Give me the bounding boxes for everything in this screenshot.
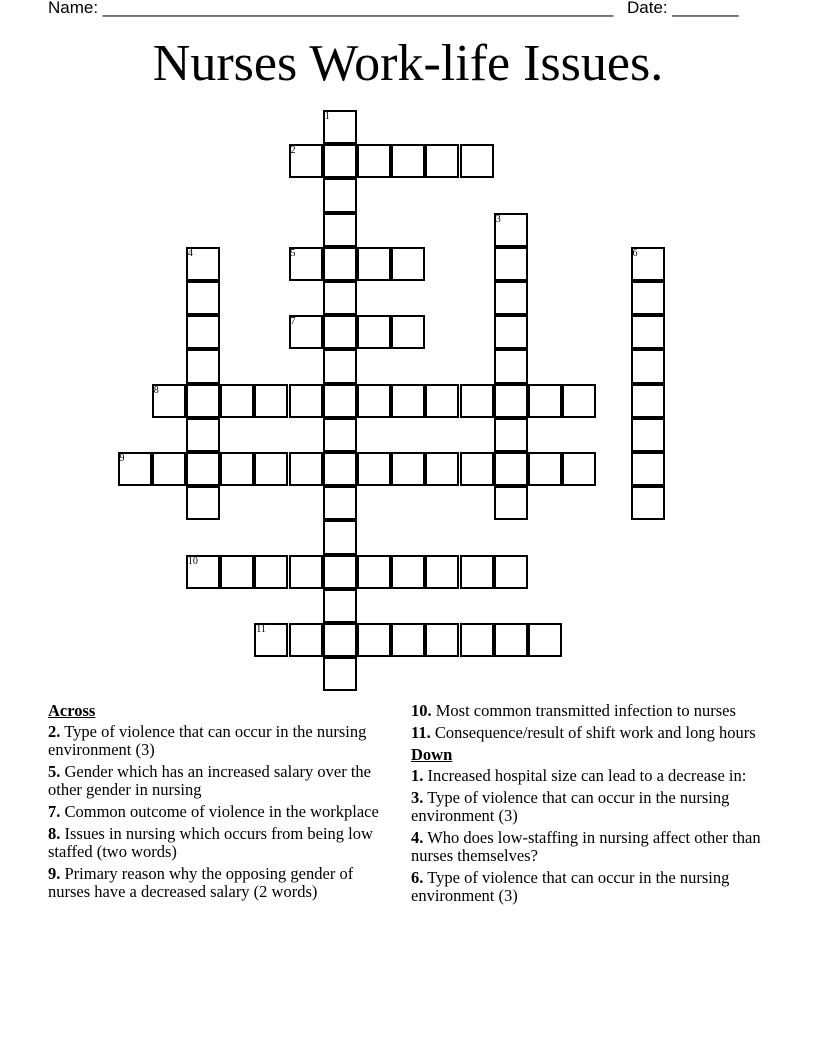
- grid-cell[interactable]: [494, 418, 528, 452]
- grid-cell[interactable]: [323, 623, 357, 657]
- down-heading: Down: [411, 745, 453, 764]
- clue-text: Increased hospital size can lead to a decrease in:: [427, 766, 747, 785]
- grid-cell[interactable]: [186, 281, 220, 315]
- clue-text: Gender which has an increased salary over the other gender in nursing: [48, 762, 371, 799]
- grid-cell[interactable]: [220, 452, 254, 486]
- clue-number-label: 10: [187, 555, 198, 567]
- clue-number: 1.: [411, 766, 424, 785]
- grid-cell[interactable]: [391, 623, 425, 657]
- grid-cell[interactable]: [323, 555, 357, 589]
- clue-number-label: 3: [495, 213, 501, 225]
- clue-number-label: 1: [324, 111, 330, 122]
- clue-text: Consequence/result of shift work and long hours: [434, 723, 756, 742]
- grid-cell[interactable]: [631, 452, 665, 486]
- clue-text: Primary reason why the opposing gender of nurses have a decreased salary (2 words): [48, 864, 354, 901]
- grid-cell[interactable]: [254, 384, 288, 418]
- grid-cell[interactable]: [357, 315, 391, 349]
- grid-cell[interactable]: [357, 384, 391, 418]
- grid-cell[interactable]: [357, 555, 391, 589]
- clue-text: Common outcome of violence in the workplace: [64, 802, 379, 821]
- grid-cell[interactable]: [460, 384, 494, 418]
- clue-across-5: [48, 763, 388, 799]
- clue-down-3: [411, 789, 771, 825]
- grid-cell[interactable]: [289, 452, 323, 486]
- clues-left-column: [48, 702, 388, 905]
- clue-text: Who does low-staffing in nursing affect other than nurses themselves?: [411, 828, 761, 865]
- grid-cell[interactable]: [323, 657, 357, 691]
- grid-cell[interactable]: [494, 315, 528, 349]
- clue-number-label: 6: [632, 247, 638, 259]
- grid-cell[interactable]: [460, 555, 494, 589]
- grid-cell[interactable]: [631, 349, 665, 383]
- grid-cell[interactable]: [323, 589, 357, 623]
- clue-number-label: 8: [153, 384, 159, 396]
- grid-cell[interactable]: [391, 247, 425, 281]
- grid-cell[interactable]: [323, 452, 357, 486]
- grid-cell[interactable]: [186, 486, 220, 520]
- grid-cell[interactable]: [631, 384, 665, 418]
- clue-across-2: [48, 723, 388, 759]
- clue-number-label: 2: [290, 145, 296, 157]
- clue-across-9: [48, 865, 388, 901]
- grid-cell[interactable]: [323, 178, 357, 212]
- grid-cell[interactable]: [323, 315, 357, 349]
- grid-cell[interactable]: [391, 144, 425, 178]
- clue-text: Issues in nursing which occurs from being low staffed (two words): [48, 824, 373, 861]
- grid-cell[interactable]: [631, 486, 665, 520]
- grid-cell[interactable]: [460, 452, 494, 486]
- grid-cell[interactable]: [528, 623, 562, 657]
- grid-cell[interactable]: [254, 555, 288, 589]
- clue-number: 6.: [411, 868, 424, 887]
- clue-text: Type of violence that can occur in the nursing environment (3): [48, 722, 367, 759]
- grid-cell[interactable]: [494, 349, 528, 383]
- grid-cell[interactable]: [186, 418, 220, 452]
- clue-number: 8.: [48, 824, 61, 843]
- grid-cell[interactable]: [631, 281, 665, 315]
- clue-down-4: [411, 829, 771, 865]
- grid-cell[interactable]: [323, 247, 357, 281]
- clue-across-11: [411, 724, 771, 742]
- grid-cell[interactable]: [425, 555, 459, 589]
- grid-cell[interactable]: [186, 349, 220, 383]
- grid-cell[interactable]: [425, 452, 459, 486]
- across-heading: Across: [48, 701, 96, 720]
- clue-across-8: [48, 825, 388, 861]
- grid-cell[interactable]: [323, 213, 357, 247]
- grid-cell[interactable]: [425, 623, 459, 657]
- grid-cell[interactable]: [186, 315, 220, 349]
- grid-cell[interactable]: [494, 281, 528, 315]
- clue-text: Type of violence that can occur in the nursing environment (3): [411, 868, 730, 905]
- grid-cell[interactable]: [220, 384, 254, 418]
- grid-cell[interactable]: [391, 315, 425, 349]
- clue-down-6: [411, 869, 771, 905]
- grid-cell[interactable]: [186, 384, 220, 418]
- grid-cell[interactable]: [152, 452, 186, 486]
- grid-cell[interactable]: [323, 418, 357, 452]
- grid-cell[interactable]: [631, 315, 665, 349]
- grid-cell[interactable]: [254, 452, 288, 486]
- grid-cell[interactable]: [323, 384, 357, 418]
- grid-cell[interactable]: [391, 384, 425, 418]
- date-line: Date: _______: [627, 0, 739, 17]
- clue-number: 11.: [411, 723, 431, 742]
- clue-number: 2.: [48, 722, 61, 741]
- clue-across-7: [48, 803, 388, 821]
- clue-number: 3.: [411, 788, 424, 807]
- clue-text: Type of violence that can occur in the nursing environment (3): [411, 788, 730, 825]
- grid-cell[interactable]: [323, 520, 357, 554]
- grid-cell[interactable]: [631, 418, 665, 452]
- clue-number-label: 5: [290, 247, 296, 259]
- clue-number-label: 4: [187, 247, 193, 259]
- grid-cell[interactable]: [220, 555, 254, 589]
- clue-number-label: 9: [119, 453, 125, 464]
- clue-number: 4.: [411, 828, 424, 847]
- clue-number: 9.: [48, 864, 61, 883]
- page-title: Nurses Work-life Issues.: [152, 35, 664, 92]
- grid-cell[interactable]: [289, 623, 323, 657]
- grid-cell[interactable]: [460, 144, 494, 178]
- grid-cell[interactable]: [357, 144, 391, 178]
- clue-number-label: 7: [290, 316, 296, 328]
- grid-cell[interactable]: [562, 452, 596, 486]
- grid-cell[interactable]: [425, 384, 459, 418]
- grid-cell[interactable]: [323, 486, 357, 520]
- grid-cell[interactable]: [391, 555, 425, 589]
- grid-cell[interactable]: [494, 555, 528, 589]
- clue-number: 5.: [48, 762, 61, 781]
- grid-cell[interactable]: [357, 247, 391, 281]
- grid-cell[interactable]: [494, 384, 528, 418]
- grid-cell[interactable]: [357, 623, 391, 657]
- grid-cell[interactable]: [289, 555, 323, 589]
- grid-cell[interactable]: [494, 452, 528, 486]
- clue-number-label: 11: [256, 624, 266, 635]
- grid-cell[interactable]: [425, 144, 459, 178]
- name-line: Name: ______________________________________________________: [48, 0, 614, 17]
- grid-cell[interactable]: [323, 281, 357, 315]
- grid-cell[interactable]: [562, 384, 596, 418]
- clue-number: 10.: [411, 701, 432, 720]
- grid-cell[interactable]: [186, 452, 220, 486]
- grid-cell[interactable]: [528, 452, 562, 486]
- grid-cell[interactable]: [391, 452, 425, 486]
- grid-cell[interactable]: [323, 349, 357, 383]
- clue-number: 7.: [48, 802, 61, 821]
- grid-cell[interactable]: [528, 384, 562, 418]
- clue-text: Most common transmitted infection to nurses: [435, 701, 736, 720]
- grid-cell[interactable]: [494, 247, 528, 281]
- grid-cell[interactable]: [323, 144, 357, 178]
- grid-cell[interactable]: [357, 452, 391, 486]
- clue-down-1: [411, 767, 771, 785]
- clues-right-column: [411, 702, 771, 909]
- grid-cell[interactable]: [289, 384, 323, 418]
- grid-cell[interactable]: [494, 623, 528, 657]
- grid-cell[interactable]: [494, 486, 528, 520]
- grid-cell[interactable]: [460, 623, 494, 657]
- clue-across-10: [411, 702, 771, 720]
